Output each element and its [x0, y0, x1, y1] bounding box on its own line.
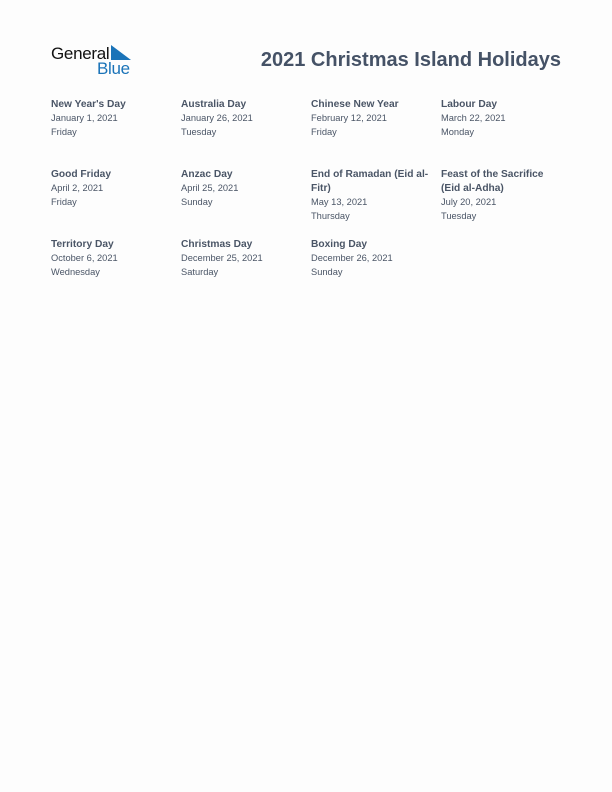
document-title: 2021 Christmas Island Holidays: [260, 49, 561, 71]
holiday-name: Australia Day: [181, 99, 247, 110]
holiday-date: February 12, 2021: [311, 113, 387, 123]
holiday-name: Territory Day: [51, 239, 114, 250]
holiday-date: July 20, 2021: [441, 197, 497, 207]
holiday-item: [51, 238, 175, 279]
holiday-date: April 2, 2021: [51, 183, 104, 193]
holiday-name: Anzac Day: [181, 169, 233, 180]
holiday-item: [441, 98, 565, 139]
holiday-item: [311, 238, 435, 279]
holiday-name: Chinese New Year: [311, 99, 399, 110]
holiday-weekday: Wednesday: [51, 266, 100, 277]
holiday-item: [51, 98, 175, 139]
holiday-weekday: Sunday: [181, 196, 213, 207]
holiday-date: April 25, 2021: [181, 183, 239, 193]
holiday-item: [441, 168, 565, 223]
logo-word-blue: Blue: [97, 59, 130, 78]
holiday-name: New Year's Day: [51, 99, 126, 110]
holiday-weekday: Saturday: [181, 266, 219, 277]
holiday-name: Feast of the Sacrifice (Eid al-Adha): [441, 169, 544, 194]
holiday-weekday: Friday: [311, 126, 337, 137]
holiday-name: Labour Day: [441, 99, 498, 110]
logo-word-general: General: [51, 44, 110, 63]
holiday-date: December 25, 2021: [181, 253, 263, 263]
holiday-name: Boxing Day: [311, 239, 368, 250]
holiday-weekday: Sunday: [311, 266, 343, 277]
holiday-item: [311, 98, 435, 139]
holiday-date: October 6, 2021: [51, 253, 118, 263]
holiday-date: January 26, 2021: [181, 113, 253, 123]
holiday-date: January 1, 2021: [51, 113, 118, 123]
holiday-weekday: Monday: [441, 126, 475, 137]
holiday-weekday: Tuesday: [441, 210, 477, 221]
logo-triangle-icon: [111, 45, 131, 60]
holiday-weekday: Friday: [51, 196, 77, 207]
holiday-item: [181, 168, 305, 209]
holiday-name: Christmas Day: [181, 239, 253, 250]
generalblue-logo: [51, 44, 133, 78]
holiday-item: [181, 238, 305, 279]
holiday-name: Good Friday: [51, 169, 111, 180]
holiday-date: May 13, 2021: [311, 197, 368, 207]
holiday-date: March 22, 2021: [441, 113, 506, 123]
holiday-item: [311, 168, 435, 223]
holiday-item: [181, 98, 305, 139]
holiday-weekday: Thursday: [311, 210, 350, 221]
holiday-date: December 26, 2021: [311, 253, 393, 263]
holiday-weekday: Friday: [51, 126, 77, 137]
holiday-weekday: Tuesday: [181, 126, 217, 137]
holiday-item: [51, 168, 175, 209]
holiday-name: End of Ramadan (Eid al-Fitr): [311, 169, 429, 194]
